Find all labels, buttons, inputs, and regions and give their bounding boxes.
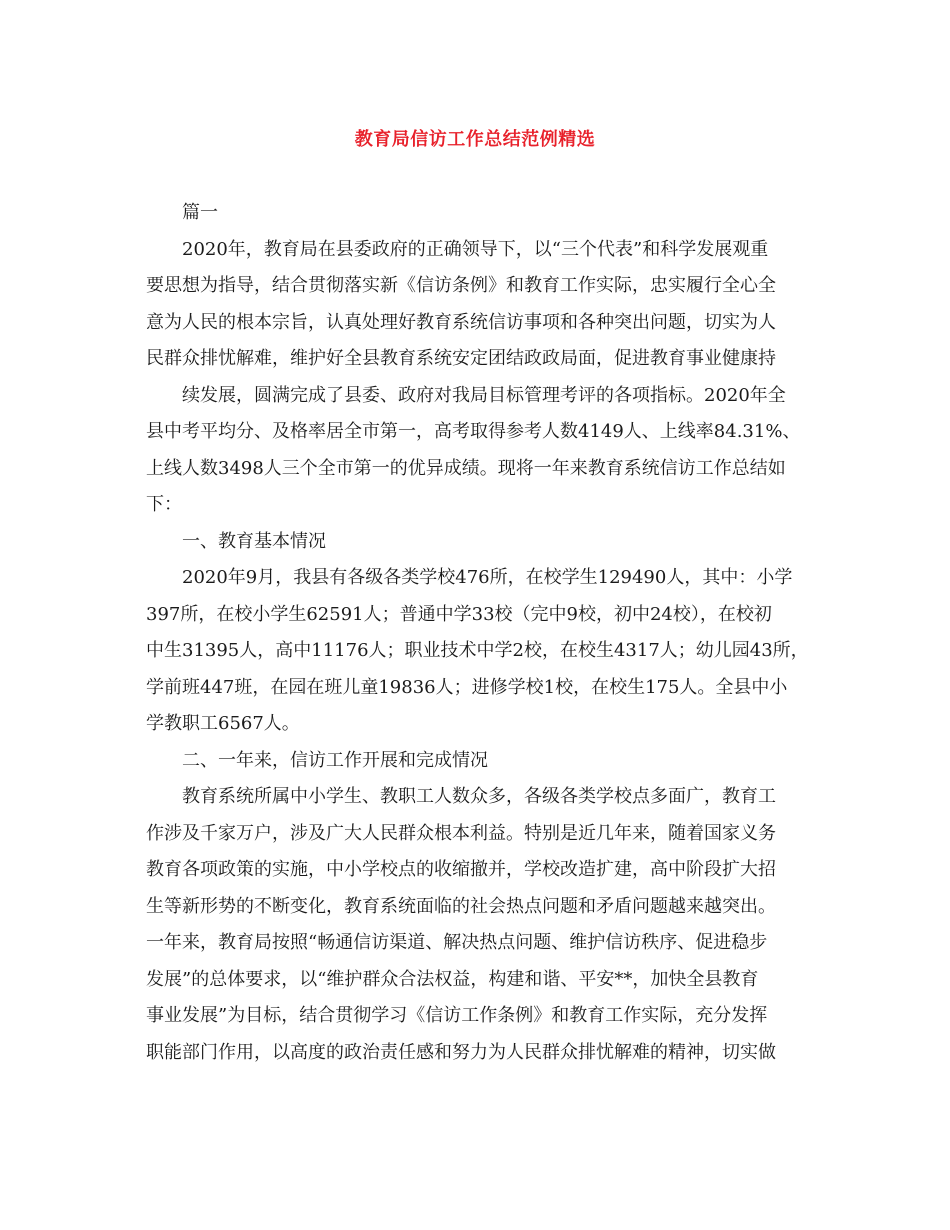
text-line: 二、一年来，信访工作开展和完成情况 (182, 749, 488, 771)
text-line: 篇一 (182, 202, 218, 223)
text-line: 2020年9月，我县有各级各类学校476所，在校学生129490人，其中：小学 (182, 567, 793, 588)
text-line: 学教职工6567人。 (146, 713, 300, 734)
text-line: 作涉及千家万户，涉及广大人民群众根本利益。特别是近几年来，随着国家义务 (146, 822, 776, 844)
text-line: 意为人民的根本宗旨，认真处理好教育系统信访事项和各种突出问题，切实为人 (146, 311, 776, 333)
text-line: 要思想为指导，结合贯彻落实新《信访条例》和教育工作实际，忠实履行全心全 (146, 275, 776, 296)
text-line: 教育各项政策的实施，中小学校点的收缩撤并，学校改造扩建，高中阶段扩大招 (146, 859, 776, 880)
text-line: 397所，在校小学生62591人；普通中学33校（完中9校，初中24校），在校初 (146, 603, 772, 625)
text-line: 学前班447班，在园在班儿童19836人；进修学校1校，在校生175人。全县中小 (146, 676, 788, 698)
text-line: 教育系统所属中小学生、教职工人数众多，各级各类学校点多面广，教育工 (182, 786, 776, 807)
text-line: 生等新形势的不断变化，教育系统面临的社会热点问题和矛盾问题越来越突出。 (146, 895, 776, 917)
text-line: 县中考平均分、及格率居全市第一，高考取得参考人数4149人、上线率84.31%、 (146, 421, 801, 442)
text-line: 2020年，教育局在县委政府的正确领导下，以“三个代表”和科学发展观重 (182, 238, 769, 260)
text-line: 发展”的总体要求，以“维护群众合法权益，构建和谐、平安**，加快全县教育 (146, 968, 759, 990)
text-line: 中生31395人，高中11176人；职业技术中学2校，在校生4317人；幼儿园43所， (146, 640, 809, 661)
document-body (146, 195, 809, 1071)
text-line: 一、教育基本情况 (182, 530, 326, 552)
text-line: 下： (146, 494, 182, 515)
text-line: 一年来，教育局按照“畅通信访渠道、解决热点问题、维护信访秩序、促进稳步 (146, 932, 768, 953)
text-line: 事业发展”为目标，结合贯彻学习《信访工作条例》和教育工作实际，充分发挥 (146, 1005, 768, 1026)
text-line: 上线人数3498人三个全市第一的优异成绩。现将一年来教育系统信访工作总结如 (146, 457, 786, 479)
text-line: 续发展，圆满完成了县委、政府对我局目标管理考评的各项指标。2020年全 (182, 384, 786, 406)
text-line: 民群众排忧解难，维护好全县教育系统安定团结政政局面，促进教育事业健康持 (146, 348, 776, 369)
document-title: 教育局信访工作总结范例精选 (354, 129, 596, 150)
text-line: 职能部门作用，以高度的政治责任感和努力为人民群众排忧解难的精神，切实做 (146, 1041, 776, 1063)
